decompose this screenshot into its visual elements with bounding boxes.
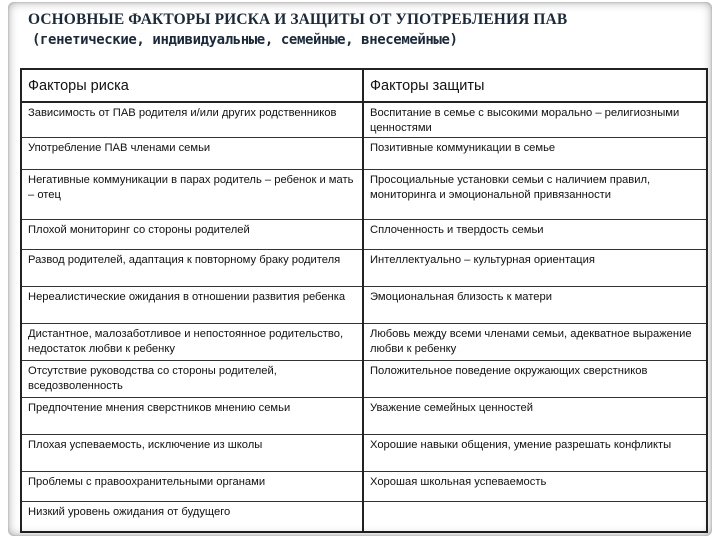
slide-title (28, 10, 708, 50)
table-row (21, 250, 707, 287)
table-header-row (21, 69, 707, 102)
table-row (21, 502, 707, 533)
header-risk-factors: Факторы риска (21, 69, 363, 102)
table-row (21, 361, 707, 398)
risk-factor-cell: Низкий уровень ожидания от будущего (21, 502, 363, 533)
risk-factor-cell: Плохой мониторинг со стороны родителей (21, 220, 363, 250)
table-row (21, 287, 707, 324)
table-row (21, 435, 707, 472)
protection-factor-cell: Хорошие навыки общения, умение разрешать конфликты (363, 435, 707, 472)
risk-factor-cell: Нереалистические ожидания в отношении развития ребенка (21, 287, 363, 324)
risk-factor-cell: Негативные коммуникации в парах родитель – ребенок и мать – отец (21, 170, 363, 220)
risk-factor-cell: Зависимость от ПАВ родителя и/или других родственников (21, 102, 363, 138)
title-line-1: ОСНОВНЫЕ ФАКТОРЫ РИСКА И ЗАЩИТЫ ОТ УПОТРЕБЛЕНИЯ ПАВ (28, 11, 568, 28)
protection-factor-cell: Эмоциональная близость к матери (363, 287, 707, 324)
risk-factor-cell: Плохая успеваемость, исключение из школы (21, 435, 363, 472)
table-row (21, 138, 707, 170)
table-row (21, 102, 707, 138)
protection-factor-cell: Уважение семейных ценностей (363, 398, 707, 435)
risk-factor-cell: Проблемы с правоохранительными органами (21, 472, 363, 502)
table-row (21, 324, 707, 361)
table-row (21, 472, 707, 502)
table-row (21, 220, 707, 250)
risk-factor-cell: Предпочтение мнения сверстников мнению семьи (21, 398, 363, 435)
title-line-2: (генетические, индивидуальные, семейные, внесемейные) (32, 32, 458, 48)
protection-factor-cell: Позитивные коммуникации в семье (363, 138, 707, 170)
risk-factor-cell: Дистантное, малозаботливое и непостоянное родительство, недостаток любви к ребенку (21, 324, 363, 361)
protection-factor-cell: Интеллектуально – культурная ориентация (363, 250, 707, 287)
risk-factor-cell: Отсутствие руководства со стороны родителей, вседозволенность (21, 361, 363, 398)
protection-factor-cell: Воспитание в семье с высокими морально – религиозными ценностями (363, 102, 707, 138)
protection-factor-cell: Просоциальные установки семьи с наличием правил, мониторинга и эмоциональной привязанности (363, 170, 707, 220)
table-row (21, 170, 707, 220)
risk-protection-table (20, 68, 708, 533)
protection-factor-cell: Положительное поведение окружающих сверстников (363, 361, 707, 398)
table-row (21, 398, 707, 435)
protection-factor-cell: Сплоченность и твердость семьи (363, 220, 707, 250)
risk-factor-cell: Употребление ПАВ членами семьи (21, 138, 363, 170)
protection-factor-cell: Любовь между всеми членами семьи, адекватное выражение любви к ребенку (363, 324, 707, 361)
protection-factor-cell (363, 502, 707, 533)
risk-factor-cell: Развод родителей, адаптация к повторному браку родителя (21, 250, 363, 287)
protection-factor-cell: Хорошая школьная успеваемость (363, 472, 707, 502)
header-protection-factors: Факторы защиты (363, 69, 707, 102)
